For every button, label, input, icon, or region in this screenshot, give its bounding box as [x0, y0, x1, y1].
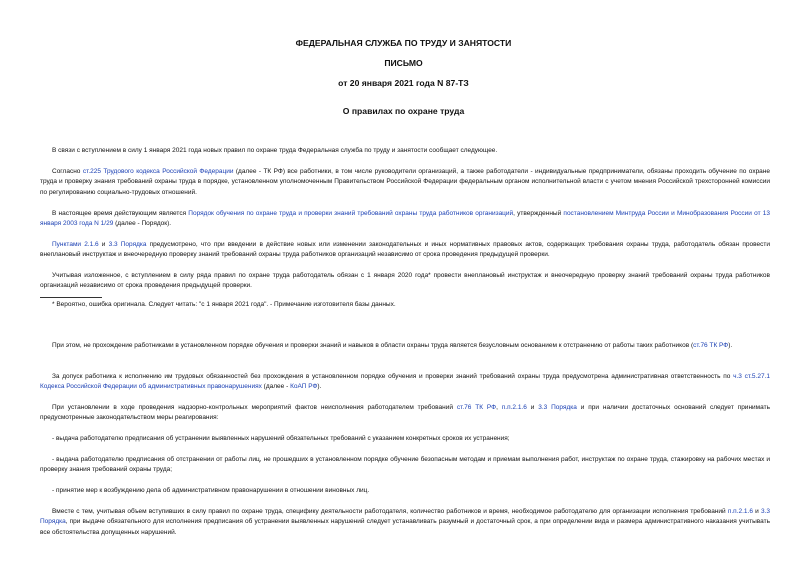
paragraph-intro: В связи с вступлением в силу 1 января 2021 года новых правил по охране труда Федеральная служба по труду и занятости сообщает следующее.	[52, 147, 498, 154]
link-clause-2-1-6[interactable]: п.п.2.1.6	[727, 508, 753, 515]
text-fragment: (далее - Порядок).	[113, 220, 172, 228]
document-type: ПИСЬМО	[384, 58, 423, 68]
footnote-divider	[40, 297, 102, 298]
paragraph-conclusion: Учитывая изложенное, с вступлением в силу ряда правил по охране труда работодатель обязан с 1 января 2020 года* провести внеплановый инструктаж и внеочередную проверку знаний требований охраны труда работников организаций независимо от срока проведения предыдущей проверки.	[40, 272, 770, 290]
text-fragment: (далее -	[261, 383, 291, 391]
text-fragment: (далее - ТК РФ) все работники, в том числе руководители организаций, а также работодатели - индивидуальные предприниматели, обязаны проходить обучение по охране труда и проверку знания требований охраны труда в порядке, установленном уполномоченным Правительством Российской Федерации федеральным органом исполнительной власти с учетом мнения Российской трехсторонней комиссии по регулированию социально-трудовых отношений.	[40, 168, 771, 196]
paragraph-clauses	[40, 240, 770, 261]
link-training-order[interactable]: Порядок обучения по охране труда и проверки знаний требований охраны труда работников организаций	[188, 210, 514, 217]
text-fragment: предусмотрено, что при введении в действие новых или изменении законодательных и иных нормативных правовых актов, содержащих требования охраны труда, работодатель обязан провести внеплановый инструктаж и внеочередную проверку знаний требований охраны труда работников организаций независимо от срока проведения предыдущей проверки.	[40, 241, 771, 259]
text-fragment: Вместе с тем, учитывая объем вступивших в силу правил по охране труда, специфику деятельности работодателя, количество работников и время, необходимое работодателю для организации исполнения требований	[52, 508, 728, 515]
paragraph-art225	[40, 167, 770, 198]
text-fragment: и	[98, 241, 109, 248]
link-tk-art76[interactable]: ст.76 ТК РФ	[456, 404, 497, 411]
link-clause-3-3[interactable]: 3.3 Порядка	[40, 508, 770, 526]
text-fragment: Согласно	[52, 168, 83, 175]
link-clause-3-3[interactable]: 3.3 Порядка	[108, 241, 147, 248]
paragraph-reasonable-term	[40, 507, 770, 538]
text-fragment: За допуск работника к исполнению им трудовых обязанностей без прохождения в установленном порядке обучения и проверки знаний требований охраны труда предусмотрена административная ответственность по	[52, 373, 734, 380]
text-fragment: ).	[317, 383, 322, 391]
paragraph-current-order	[40, 209, 770, 230]
list-item: - выдача работодателю предписания об устранении выявленных нарушений обязательных требований с указанием конкретных сроков их устранения;	[52, 435, 510, 442]
document-subject: О правилах по охране труда	[342, 106, 465, 116]
link-clause-2-1-6[interactable]: п.п.2.1.6	[501, 404, 527, 411]
paragraph-measures	[40, 403, 770, 424]
agency-title: ФЕДЕРАЛЬНАЯ СЛУЖБА ПО ТРУДУ И ЗАНЯТОСТИ	[295, 38, 512, 48]
text-fragment: и при наличии достаточных оснований следует принимать предусмотренные законодательством меры реагирования:	[40, 404, 770, 422]
link-tk-art225[interactable]: ст.225 Трудового кодекса Российской Федерации	[82, 168, 234, 175]
paragraph-liability	[40, 372, 770, 393]
link-koap[interactable]: КоАП РФ	[290, 383, 318, 391]
text-fragment: и	[752, 508, 761, 515]
paragraph-suspension	[40, 341, 770, 351]
document-date-number: от 20 января 2021 года N 87-ТЗ	[338, 78, 469, 88]
text-fragment: При установлении в ходе проведения надзорно-контрольных мероприятий фактов неисполнения работодателем требований	[52, 404, 457, 411]
footnote: * Вероятно, ошибка оригинала. Следует читать: "с 1 января 2021 года". - Примечание изготовителя базы данных.	[52, 301, 396, 308]
list-item: - выдача работодателю предписания об отстранении от работы лиц, не прошедших в установленном порядке обучение безопасным методам и приемам выполнения работ, инструктаж по охране труда, стажировку на рабочих местах и проверку знания требований охраны труда;	[40, 456, 770, 474]
text-fragment: , при выдаче обязательного для исполнения предписания об устранении выявленных нарушений следует устанавливать разумный и достаточный срок, а при определении вида и размера административного наказания учитывать все обстоятельства допущенных нарушений.	[40, 518, 770, 536]
text-fragment: В настоящее время действующим является	[52, 210, 189, 217]
text-fragment: При этом, не прохождение работниками в установленном порядке обучения и проверки знаний и навыков в области охраны труда является безусловным основанием к отстранению от работы таких работников (	[52, 342, 694, 349]
text-fragment: и	[526, 404, 539, 411]
link-resolution-1-29[interactable]: постановлением Минтруда России и Минобразования России от 13 января 2003 года N 1/29	[40, 210, 770, 228]
link-clause-2-1-6[interactable]: Пунктами 2.1.6	[52, 241, 99, 248]
link-clause-3-3[interactable]: 3.3 Порядка	[538, 404, 577, 411]
text-fragment: ).	[728, 342, 733, 349]
link-tk-art76[interactable]: ст.76 ТК РФ	[693, 342, 729, 349]
text-fragment: ,	[496, 404, 502, 411]
link-koap-5-27-1[interactable]: ч.3 ст.5.27.1 Кодекса Российской Федерации об административных правонарушениях	[40, 373, 770, 391]
list-item: - принятие мер к возбуждению дела об административном правонарушении в отношении виновных лиц.	[52, 487, 370, 494]
text-fragment: , утвержденный	[513, 210, 564, 217]
